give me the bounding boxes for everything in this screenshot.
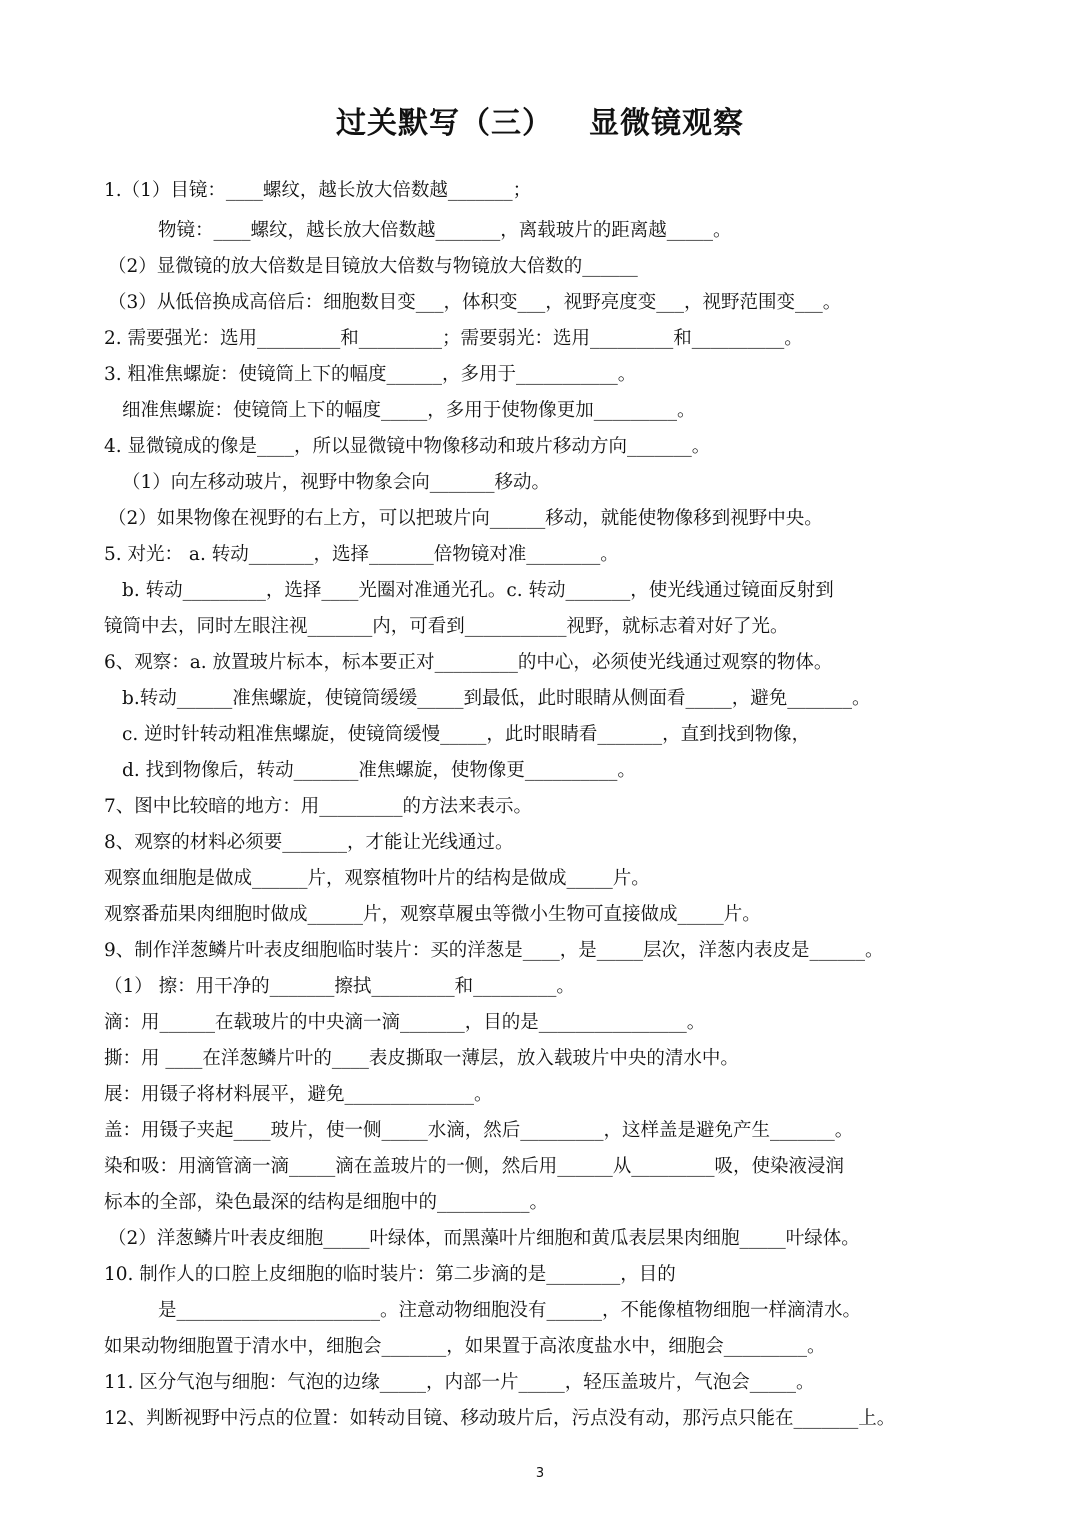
text-line: 盖：用镊子夹起____玻片，使一侧_____水滴，然后_________，这样盖是避免产生_______。 (104, 1120, 854, 1141)
title-part-1: 过关默写（三） (336, 106, 553, 141)
text-line: 滴：用______在载玻片的中央滴一滴_______，目的是________________。 (104, 1012, 706, 1033)
text-line: 如果动物细胞置于清水中，细胞会_______，如果置于高浓度盐水中，细胞会_________。 (104, 1336, 826, 1357)
text-line: （2）洋葱鳞片叶表皮细胞_____叶绿体，而黑藻叶片细胞和黄瓜表层果肉细胞_____叶绿体。 (108, 1228, 860, 1249)
title-part-2: 显微镜观察 (589, 106, 744, 141)
text-line: 观察血细胞是做成______片，观察植物叶片的结构是做成_____片。 (104, 868, 650, 889)
text-line: 11. 区分气泡与细胞：气泡的边缘_____，内部一片_____，轻压盖玻片，气泡会_____。 (104, 1372, 815, 1393)
text-line: （1）向左移动玻片，视野中物象会向_______移动。 (122, 472, 551, 493)
text-line: （3）从低倍换成高倍后：细胞数目变___，体积变___，视野亮度变___，视野范围变___。 (108, 292, 842, 313)
text-line: 镜筒中去，同时左眼注视_______内，可看到___________视野，就标志着对好了光。 (104, 616, 789, 637)
text-line: 物镜：____螺纹，越长放大倍数越_______，离载玻片的距离越_____。 (158, 220, 732, 241)
text-line: 标本的全部，染色最深的结构是细胞中的__________。 (104, 1192, 549, 1213)
text-line: 细准焦螺旋：使镜筒上下的幅度_____，多用于使物像更加_________。 (122, 400, 696, 421)
text-line: （2）显微镜的放大倍数是目镜放大倍数与物镜放大倍数的______ (108, 256, 638, 277)
text-line: b.转动______准焦螺旋，使镜筒缓缓_____到最低，此时眼睛从侧面看_____，避免_______。 (122, 688, 871, 709)
text-line: 10. 制作人的口腔上皮细胞的临时装片：第二步滴的是________，目的 (104, 1264, 676, 1285)
text-line: 4. 显微镜成的像是____，所以显微镜中物像移动和玻片移动方向_______。 (104, 436, 711, 457)
text-line: 3. 粗准焦螺旋：使镜筒上下的幅度______，多用于___________。 (104, 364, 637, 385)
text-line: 9、制作洋葱鳞片叶表皮细胞临时装片：买的洋葱是____，是_____层次，洋葱内表皮是______。 (104, 940, 884, 961)
page-title (0, 98, 1080, 142)
page-number: 3 (535, 1466, 545, 1481)
text-line: 撕：用 ____在洋葱鳞片叶的____表皮撕取一薄层，放入载玻片中央的清水中。 (104, 1048, 739, 1069)
text-line: 2. 需要强光：选用_________和_________；需要弱光：选用_________和__________。 (104, 328, 803, 349)
text-line: 染和吸：用滴管滴一滴_____滴在盖玻片的一侧，然后用______从_________吸，使染液浸润 (104, 1156, 845, 1177)
text-line: 是______________________。注意动物细胞没有______，不能像植物细胞一样滴清水。 (158, 1300, 862, 1321)
text-line: b. 转动_________，选择____光圈对准通光孔。c. 转动_______，使光线通过镜面反射到 (122, 580, 834, 601)
text-line: 观察番茄果肉细胞时做成______片，观察草履虫等微小生物可直接做成_____片。 (104, 904, 761, 925)
text-line: 5. 对光： a. 转动_______，选择_______倍物镜对准________。 (104, 544, 619, 565)
text-line: （1） 擦：用干净的_______擦拭_________和_________。 (104, 976, 575, 997)
text-line: 6、观察：a. 放置玻片标本，标本要正对_________的中心，必须使光线通过观察的物体。 (104, 652, 833, 673)
text-line: d. 找到物像后，转动_______准焦螺旋，使物像更__________。 (122, 760, 636, 781)
text-line: 展：用镊子将材料展平，避免______________。 (104, 1084, 493, 1105)
text-line: 12、判断视野中污点的位置：如转动目镜、移动玻片后，污点没有动，那污点只能在_______上。 (104, 1408, 896, 1429)
text-line: c. 逆时针转动粗准焦螺旋，使镜筒缓慢_____，此时眼睛看_______，直到找到物像， (122, 724, 811, 745)
text-line: （2）如果物像在视野的右上方，可以把玻片向______移动，就能使物像移到视野中央。 (108, 508, 823, 529)
text-line: 8、观察的材料必须要_______，才能让光线通过。 (104, 832, 514, 853)
text-line: 7、图中比较暗的地方：用_________的方法来表示。 (104, 796, 533, 817)
text-line: 1.（1）目镜：____螺纹，越长放大倍数越_______； (104, 180, 532, 201)
